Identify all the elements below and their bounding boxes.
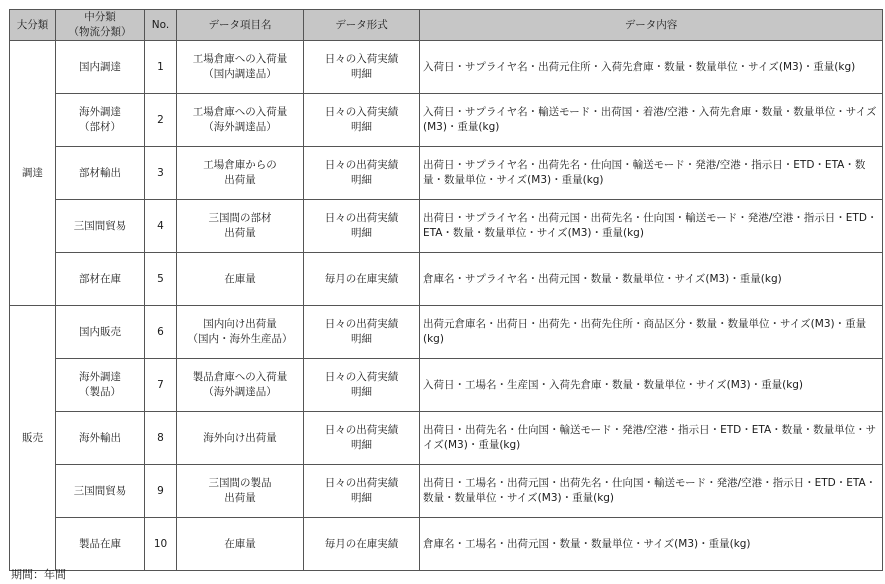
header-item-name: データ項目名 — [177, 10, 304, 41]
data-format-cell — [304, 41, 420, 94]
item-name-cell-line: 工場倉庫への入荷量 — [192, 53, 288, 65]
header-number: No. — [145, 10, 177, 41]
major-category-cell: 販売 — [10, 306, 56, 571]
data-format-cell — [304, 306, 420, 359]
item-name-cell-line: 製品倉庫への入荷量 — [192, 371, 288, 383]
data-content-cell: 入荷日・サプライヤ名・出荷元住所・入荷先倉庫・数量・数量単位・サイズ(M3)・重量(kg) — [420, 41, 883, 94]
data-format-cell — [304, 147, 420, 200]
item-name-cell-line: 工場倉庫からの — [203, 159, 277, 171]
middle-category-cell-line: 部材輸出 — [79, 166, 121, 179]
item-name-cell — [177, 200, 304, 253]
data-format-cell-line: 明細 — [351, 227, 372, 239]
item-name-cell — [177, 94, 304, 147]
item-name-cell-line: 三国間の製品 — [208, 477, 272, 489]
data-format-cell-line: 日々の入荷実績 — [324, 53, 399, 65]
data-format-cell-line: 日々の出荷実績 — [324, 212, 399, 224]
data-format-cell-line: 毎月の在庫実績 — [324, 272, 399, 285]
header-middle-category — [56, 10, 145, 41]
data-format-cell — [304, 359, 420, 412]
period-note: 期間：年間 — [11, 568, 66, 581]
data-format-cell-line: 日々の出荷実績 — [324, 318, 399, 330]
item-name-cell — [177, 41, 304, 94]
item-name-cell-line: 海外向け出荷量 — [203, 431, 277, 444]
header-middle-line1: 中分類 — [84, 11, 116, 23]
data-content-cell: 入荷日・サプライヤ名・輸送モード・出荷国・着港/空港・入荷先倉庫・数量・数量単位・サイズ(M3)・重量(kg) — [420, 94, 883, 147]
item-name-cell-line: 国内向け出荷量 — [203, 318, 277, 330]
middle-category-cell — [56, 518, 145, 571]
item-name-cell — [177, 465, 304, 518]
data-content-cell: 出荷日・サプライヤ名・出荷先名・仕向国・輸送モード・発港/空港・指示日・ETD・ETA・数量・数量単位・サイズ(M3)・重量(kg) — [420, 147, 883, 200]
row-number-cell: 3 — [145, 147, 177, 200]
data-format-cell-line: 明細 — [351, 386, 372, 398]
item-name-cell — [177, 306, 304, 359]
table-row — [10, 518, 883, 571]
middle-category-cell — [56, 306, 145, 359]
middle-category-cell — [56, 359, 145, 412]
data-format-cell — [304, 253, 420, 306]
row-number-cell: 1 — [145, 41, 177, 94]
middle-category-cell-line: 国内調達 — [79, 60, 121, 73]
row-number-cell: 9 — [145, 465, 177, 518]
table-row — [10, 200, 883, 253]
item-name-cell-line: （国内調達品） — [203, 68, 277, 80]
middle-category-cell — [56, 200, 145, 253]
data-format-cell-line: 日々の出荷実績 — [324, 159, 399, 171]
middle-category-cell-line: 製品在庫 — [79, 537, 121, 550]
item-name-cell — [177, 359, 304, 412]
data-format-cell-line: 毎月の在庫実績 — [324, 537, 399, 550]
data-format-cell-line: 明細 — [351, 492, 372, 504]
data-content-cell: 出荷元倉庫名・出荷日・出荷先・出荷先住所・商品区分・数量・数量単位・サイズ(M3)・重量(kg) — [420, 306, 883, 359]
middle-category-cell-line: 国内販売 — [79, 325, 121, 338]
item-name-cell — [177, 518, 304, 571]
data-content-cell: 倉庫名・工場名・出荷元国・数量・数量単位・サイズ(M3)・重量(kg) — [420, 518, 883, 571]
data-format-cell-line: 明細 — [351, 439, 372, 451]
item-name-cell — [177, 147, 304, 200]
table-row — [10, 359, 883, 412]
middle-category-cell-line: 三国間貿易 — [73, 484, 127, 497]
middle-category-cell-line: 部材在庫 — [79, 272, 121, 285]
item-name-cell-line: 出荷量 — [224, 174, 256, 186]
data-format-cell-line: 明細 — [351, 174, 372, 186]
data-content-cell: 出荷日・工場名・出荷元国・出荷先名・仕向国・輸送モード・発港/空港・指示日・ETD・ETA・数量・数量単位・サイズ(M3)・重量(kg) — [420, 465, 883, 518]
row-number-cell: 10 — [145, 518, 177, 571]
table-row — [10, 306, 883, 359]
data-content-cell: 入荷日・工場名・生産国・入荷先倉庫・数量・数量単位・サイズ(M3)・重量(kg) — [420, 359, 883, 412]
data-format-cell-line: 日々の出荷実績 — [324, 424, 399, 436]
header-row — [10, 10, 883, 41]
data-format-cell — [304, 200, 420, 253]
item-name-cell-line: 工場倉庫への入荷量 — [192, 106, 288, 118]
table-body — [10, 41, 883, 571]
header-data-format: データ形式 — [304, 10, 420, 41]
middle-category-cell — [56, 41, 145, 94]
row-number-cell: 6 — [145, 306, 177, 359]
header-major-category: 大分類 — [10, 10, 56, 41]
row-number-cell: 2 — [145, 94, 177, 147]
table-row — [10, 147, 883, 200]
data-content-cell: 出荷日・サプライヤ名・出荷元国・出荷先名・仕向国・輸送モード・発港/空港・指示日・ETD・ETA・数量・数量単位・サイズ(M3)・重量(kg) — [420, 200, 883, 253]
middle-category-cell — [56, 253, 145, 306]
data-format-cell-line: 日々の入荷実績 — [324, 371, 399, 383]
data-format-cell-line: 明細 — [351, 121, 372, 133]
middle-category-cell-line: 海外調達 — [79, 371, 121, 383]
data-content-cell: 倉庫名・サプライヤ名・出荷元国・数量・数量単位・サイズ(M3)・重量(kg) — [420, 253, 883, 306]
table-row — [10, 94, 883, 147]
data-format-cell — [304, 518, 420, 571]
data-format-cell — [304, 412, 420, 465]
item-name-cell-line: 出荷量 — [224, 227, 256, 239]
data-format-cell-line: 日々の出荷実績 — [324, 477, 399, 489]
middle-category-cell-line: （製品） — [79, 386, 121, 398]
header-data-content: データ内容 — [420, 10, 883, 41]
middle-category-cell-line: 三国間貿易 — [73, 219, 127, 232]
item-name-cell — [177, 253, 304, 306]
item-name-cell-line: （海外調達品） — [203, 121, 277, 133]
header-middle-line2: （物流分類） — [68, 26, 132, 38]
data-format-cell — [304, 94, 420, 147]
item-name-cell-line: 出荷量 — [224, 492, 256, 504]
data-format-cell-line: 日々の入荷実績 — [324, 106, 399, 118]
item-name-cell-line: （国内・海外生産品） — [187, 333, 293, 345]
data-format-cell-line: 明細 — [351, 68, 372, 80]
row-number-cell: 7 — [145, 359, 177, 412]
middle-category-cell-line: （部材） — [79, 121, 121, 133]
major-category-cell: 調達 — [10, 41, 56, 306]
middle-category-cell-line: 海外輸出 — [79, 431, 121, 444]
item-name-cell-line: （海外調達品） — [203, 386, 277, 398]
table-row — [10, 465, 883, 518]
item-name-cell-line: 三国間の部材 — [208, 212, 272, 224]
middle-category-cell — [56, 94, 145, 147]
middle-category-cell-line: 海外調達 — [79, 106, 121, 118]
row-number-cell: 8 — [145, 412, 177, 465]
row-number-cell: 5 — [145, 253, 177, 306]
item-name-cell-line: 在庫量 — [224, 272, 256, 285]
table-row — [10, 253, 883, 306]
middle-category-cell — [56, 147, 145, 200]
data-content-cell: 出荷日・出荷先名・仕向国・輸送モード・発港/空港・指示日・ETD・ETA・数量・数量単位・サイズ(M3)・重量(kg) — [420, 412, 883, 465]
row-number-cell: 4 — [145, 200, 177, 253]
item-name-cell — [177, 412, 304, 465]
data-format-cell-line: 明細 — [351, 333, 372, 345]
table-row — [10, 41, 883, 94]
data-spec-table — [9, 9, 883, 571]
middle-category-cell — [56, 465, 145, 518]
data-format-cell — [304, 465, 420, 518]
table-row — [10, 412, 883, 465]
middle-category-cell — [56, 412, 145, 465]
item-name-cell-line: 在庫量 — [224, 537, 256, 550]
